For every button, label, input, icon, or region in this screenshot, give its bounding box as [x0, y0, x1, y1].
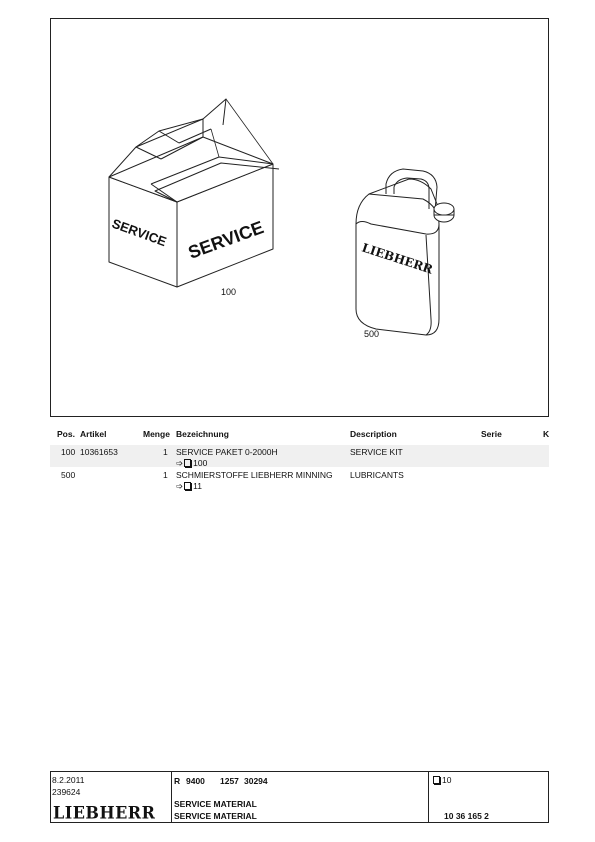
row-ref-link[interactable] [176, 458, 207, 469]
row-pos: 500 [61, 470, 76, 480]
header-description: Description [350, 429, 397, 439]
header-menge: Menge [143, 429, 170, 439]
box-label-right: SERVICE [185, 217, 267, 263]
header-k: K [543, 429, 550, 439]
parts-illustration [51, 19, 548, 416]
footer-model: 9400 [186, 776, 205, 786]
header-artikel: Artikel [80, 429, 107, 439]
page-ref-icon [184, 459, 191, 467]
footer-drawing-number: 10 36 165 2 [444, 811, 489, 821]
header-pos: Pos. [57, 429, 75, 439]
arrow-right-icon: ➩ [176, 458, 184, 468]
page-ref-icon [433, 776, 440, 784]
row-menge: 1 [163, 447, 168, 457]
can-brand-label: LIEBHERR [360, 240, 435, 277]
row-menge: 1 [163, 470, 168, 480]
footer-page-ref[interactable] [432, 775, 451, 785]
table-row [50, 445, 549, 467]
footer-code1: 1257 [220, 776, 239, 786]
row-ref-link[interactable] [176, 481, 202, 492]
liebherr-logo: LIEBHERR [53, 802, 156, 823]
row-bezeichnung: SERVICE PAKET 0-2000H [176, 447, 278, 457]
footer-code2: 30294 [244, 776, 268, 786]
footer-divider [171, 772, 172, 822]
callout-box: 100 [221, 287, 237, 297]
footer-page-ref-number: 10 [442, 775, 452, 785]
illustration-frame [50, 18, 549, 417]
row-bezeichnung: SCHMIERSTOFFE LIEBHERR MINNING [176, 470, 333, 480]
row-pos: 100 [61, 447, 76, 457]
arrow-right-icon: ➩ [176, 481, 184, 491]
footer-doc-id: 239624 [52, 787, 81, 797]
footer-title-de: SERVICE MATERIAL [174, 799, 257, 809]
callout-can: 500 [364, 329, 380, 339]
box-label-left: SERVICE [109, 215, 169, 250]
row-artikel: 10361653 [80, 447, 118, 457]
footer-title-block [50, 771, 549, 823]
footer-model-prefix: R [174, 776, 181, 786]
footer-date: 8.2.2011 [52, 775, 85, 785]
header-bezeichnung: Bezeichnung [176, 429, 229, 439]
header-serie: Serie [481, 429, 502, 439]
footer-title-en: SERVICE MATERIAL [174, 811, 257, 821]
page-ref-icon [184, 482, 191, 490]
row-ref-number: 100 [193, 458, 208, 468]
footer-divider [428, 772, 429, 822]
row-description: SERVICE KIT [350, 447, 403, 457]
row-description: LUBRICANTS [350, 470, 404, 480]
row-ref-number: 11 [193, 481, 202, 491]
